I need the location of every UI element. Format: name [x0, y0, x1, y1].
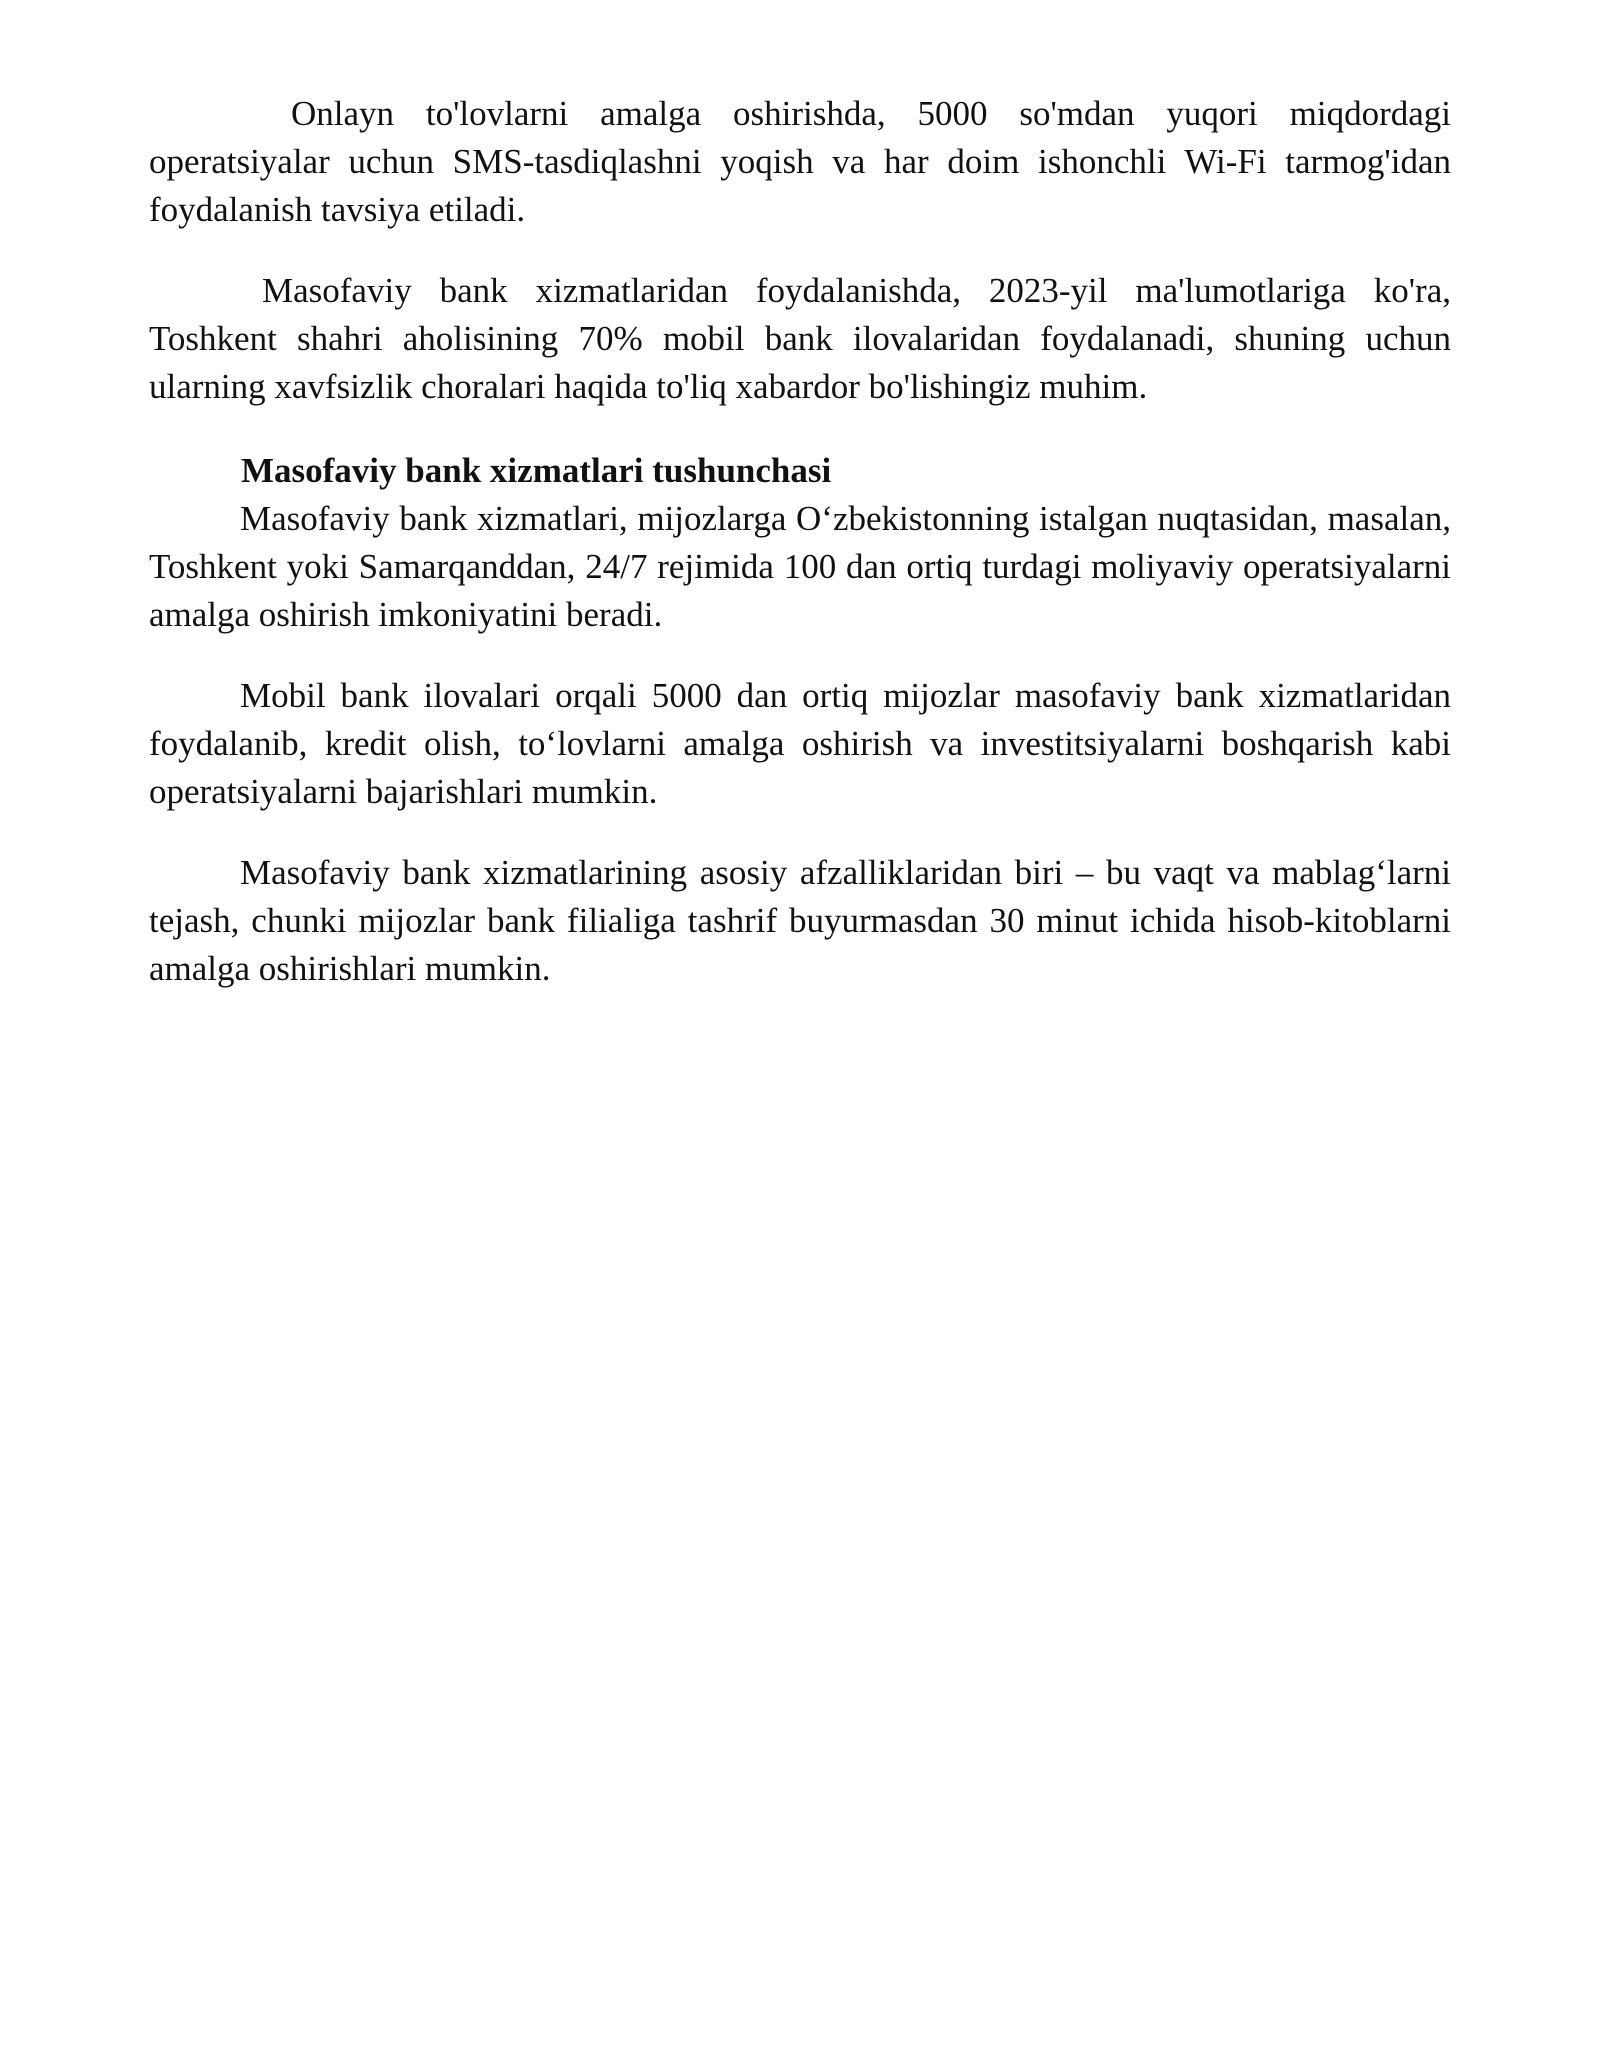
paragraph-mobile-banking-stats: Masofaviy bank xizmatlaridan foydalanishda, 2023-yil ma'lumotlariga ko'ra, Toshkent shahri aholisining 70% mobil bank ilovalaridan foydalanadi, shuning uchun ularning xavfsizlik choralari haqida to'liq xabardor bo'lishingiz muhim. — [149, 271, 1451, 406]
paragraph-advantages: Masofaviy bank xizmatlarining asosiy afzalliklaridan biri – bu vaqt va mablag‘larni tejash, chunki mijozlar bank filialiga tashrif buyurmasdan 30 minut ichida hisob-kitoblarni amalga oshirishlari mumkin. — [149, 853, 1451, 988]
paragraph-online-payments: Onlayn to'lovlarni amalga oshirishda, 5000 so'mdan yuqori miqdordagi operatsiyalar uchun SMS-tasdiqlashni yoqish va har doim ishonchli Wi-Fi tarmog'idan foydalanish tavsiya etiladi. — [149, 94, 1451, 229]
section-heading: Masofaviy bank xizmatlari tushunchasi — [241, 451, 832, 490]
document-body — [149, 90, 1451, 993]
paragraph-mobile-app-operations: Mobil bank ilovalari orqali 5000 dan ortiq mijozlar masofaviy bank xizmatlaridan foydalanib, kredit olish, to‘lovlarni amalga oshirish va investitsiyalarni boshqarish kabi operatsiyalarni bajarishlari mumkin. — [149, 676, 1451, 811]
paragraph-remote-banking-concept: Masofaviy bank xizmatlari, mijozlarga O‘zbekistonning istalgan nuqtasidan, masalan, Toshkent yoki Samarqanddan, 24/7 rejimida 100 dan ortiq turdagi moliyaviy operatsiyalarni amalga oshirish imkoniyatini beradi. — [149, 499, 1451, 634]
